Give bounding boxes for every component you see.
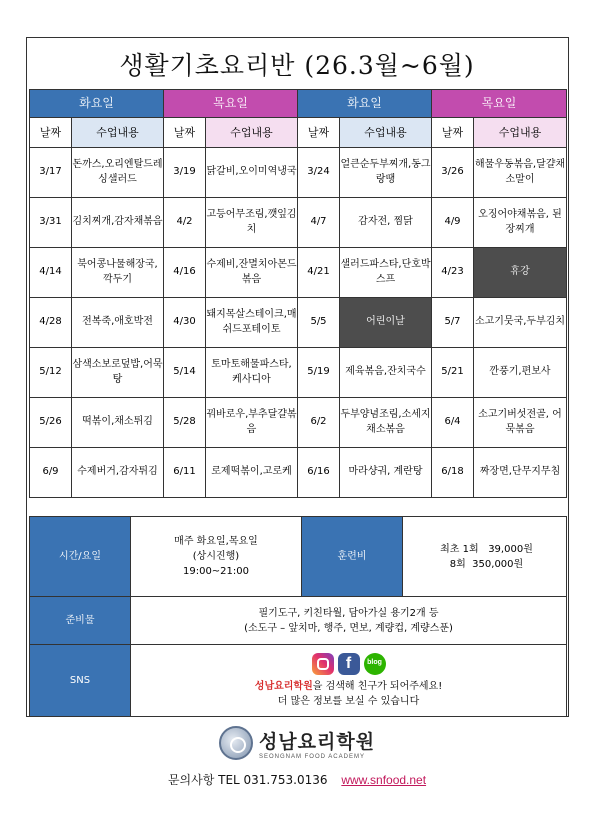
time-line-1: 매주 화요일,목요일 bbox=[174, 536, 258, 547]
class-content: 휴강 bbox=[474, 248, 567, 298]
table-row bbox=[30, 298, 567, 348]
class-content: 떡볶이,채소튀김 bbox=[72, 398, 164, 448]
class-content: 돼지목살스테이크,매쉬드포테이토 bbox=[206, 298, 298, 348]
time-label: 시간/요일 bbox=[30, 517, 131, 597]
class-content: 오징어야채볶음, 된장찌개 bbox=[474, 198, 567, 248]
content-header: 수업내용 bbox=[72, 118, 164, 148]
class-content: 돈까스,오리엔탈드레싱샐러드 bbox=[72, 148, 164, 198]
day-header-thu: 목요일 bbox=[164, 90, 298, 118]
prep-label: 준비물 bbox=[30, 597, 131, 645]
class-date: 3/24 bbox=[298, 148, 340, 198]
instagram-icon[interactable] bbox=[312, 653, 334, 675]
class-content: 소고기버섯전골, 어묵볶음 bbox=[474, 398, 567, 448]
class-content: 삼색소보로덮밥,어묵탕 bbox=[72, 348, 164, 398]
column-header-row bbox=[30, 118, 567, 148]
class-content: 꿔바로우,부추달걀볶음 bbox=[206, 398, 298, 448]
logo-name: 성남요리학원 bbox=[258, 730, 376, 753]
class-content: 수제버거,감자튀김 bbox=[72, 448, 164, 498]
class-content: 해물우동볶음,달걀채소말이 bbox=[474, 148, 567, 198]
blog-icon[interactable]: blog bbox=[364, 653, 386, 675]
table-row bbox=[30, 198, 567, 248]
class-content: 전복죽,애호박전 bbox=[72, 298, 164, 348]
class-date: 6/4 bbox=[432, 398, 474, 448]
date-header: 날짜 bbox=[432, 118, 474, 148]
sns-line-1 bbox=[131, 679, 566, 694]
schedule-table bbox=[29, 89, 567, 498]
table-row bbox=[30, 398, 567, 448]
class-date: 5/7 bbox=[432, 298, 474, 348]
day-header-thu: 목요일 bbox=[432, 90, 567, 118]
logo-subtitle: SEONGNAM FOOD ACADEMY bbox=[258, 753, 365, 760]
content-header: 수업내용 bbox=[206, 118, 298, 148]
class-content: 얼큰순두부찌개,동그랑땡 bbox=[340, 148, 432, 198]
fee-value bbox=[403, 517, 567, 597]
table-row bbox=[30, 248, 567, 298]
content-header: 수업내용 bbox=[340, 118, 432, 148]
class-content: 토마토해물파스타, 케사디아 bbox=[206, 348, 298, 398]
website-link[interactable]: www.snfood.net bbox=[341, 773, 427, 787]
sns-label: SNS bbox=[30, 645, 131, 717]
date-header: 날짜 bbox=[298, 118, 340, 148]
class-date: 4/28 bbox=[30, 298, 72, 348]
class-date: 5/28 bbox=[164, 398, 206, 448]
academy-emblem-icon bbox=[219, 726, 253, 760]
sns-line-1-rest: 을 검색해 친구가 되어주세요! bbox=[312, 680, 443, 692]
class-date: 4/30 bbox=[164, 298, 206, 348]
day-header-row bbox=[30, 90, 567, 118]
logo-text bbox=[259, 727, 375, 760]
class-content: 마라샹궈, 계란탕 bbox=[340, 448, 432, 498]
sns-icons bbox=[131, 653, 566, 675]
date-header: 날짜 bbox=[30, 118, 72, 148]
class-content: 닭갈비,오이미역냉국 bbox=[206, 148, 298, 198]
class-date: 4/9 bbox=[432, 198, 474, 248]
class-content: 북어콩나물해장국, 깍두기 bbox=[72, 248, 164, 298]
class-content: 제육볶음,잔치국수 bbox=[340, 348, 432, 398]
contact-line bbox=[0, 771, 594, 788]
time-value bbox=[131, 517, 302, 597]
content-header: 수업내용 bbox=[474, 118, 567, 148]
academy-name-highlight: 성남요리학원 bbox=[254, 680, 313, 692]
class-date: 4/16 bbox=[164, 248, 206, 298]
sns-value bbox=[131, 645, 567, 717]
class-date: 3/31 bbox=[30, 198, 72, 248]
table-row bbox=[30, 448, 567, 498]
class-date: 5/19 bbox=[298, 348, 340, 398]
page-title: 생활기초요리반 (26.3월~6월) bbox=[119, 51, 475, 80]
class-date: 5/21 bbox=[432, 348, 474, 398]
prep-line-1: 필기도구, 키친타월, 담아가실 용기2개 등 bbox=[258, 607, 439, 619]
class-date: 4/2 bbox=[164, 198, 206, 248]
class-content: 소고기뭇국,두부김치 bbox=[474, 298, 567, 348]
class-date: 3/26 bbox=[432, 148, 474, 198]
class-date: 4/7 bbox=[298, 198, 340, 248]
time-line-3: 19:00~21:00 bbox=[182, 566, 249, 577]
class-content: 어린이날 bbox=[340, 298, 432, 348]
class-date: 3/19 bbox=[164, 148, 206, 198]
fee-line-1: 최초 1회 39,000원 bbox=[440, 543, 533, 555]
class-date: 6/18 bbox=[432, 448, 474, 498]
day-header-tue: 화요일 bbox=[298, 90, 432, 118]
class-content: 샐러드파스타,단호박스프 bbox=[340, 248, 432, 298]
class-date: 6/9 bbox=[30, 448, 72, 498]
class-date: 6/11 bbox=[164, 448, 206, 498]
time-line-2: (상시진행) bbox=[192, 551, 240, 562]
class-content: 고등어무조림,깻잎김치 bbox=[206, 198, 298, 248]
prep-value bbox=[131, 597, 567, 645]
academy-logo bbox=[0, 726, 594, 760]
day-header-tue: 화요일 bbox=[30, 90, 164, 118]
fee-label: 훈련비 bbox=[302, 517, 403, 597]
class-content: 두부양념조림,소세지채소볶음 bbox=[340, 398, 432, 448]
class-date: 6/16 bbox=[298, 448, 340, 498]
class-date: 5/12 bbox=[30, 348, 72, 398]
table-row bbox=[30, 348, 567, 398]
info-table bbox=[29, 516, 567, 717]
facebook-icon[interactable]: f bbox=[338, 653, 360, 675]
fee-line-2: 8회 350,000원 bbox=[449, 558, 524, 570]
class-content: 깐풍기,편보사 bbox=[474, 348, 567, 398]
class-date: 3/17 bbox=[30, 148, 72, 198]
date-header: 날짜 bbox=[164, 118, 206, 148]
class-content: 로제떡볶이,고로케 bbox=[206, 448, 298, 498]
class-date: 5/26 bbox=[30, 398, 72, 448]
sns-line-2: 더 많은 정보를 보실 수 있습니다 bbox=[277, 695, 420, 707]
class-date: 4/14 bbox=[30, 248, 72, 298]
class-date: 5/5 bbox=[298, 298, 340, 348]
class-content: 수제비,잔멸치아몬드볶음 bbox=[206, 248, 298, 298]
class-date: 4/23 bbox=[432, 248, 474, 298]
table-row bbox=[30, 148, 567, 198]
class-content: 김치찌개,감자채볶음 bbox=[72, 198, 164, 248]
class-date: 6/2 bbox=[298, 398, 340, 448]
prep-line-2: (소도구 – 앞치마, 행주, 면보, 계량컵, 계량스푼) bbox=[244, 622, 453, 634]
contact-phone: 문의사항 TEL 031.753.0136 bbox=[167, 773, 328, 787]
class-date: 5/14 bbox=[164, 348, 206, 398]
class-content: 감자전, 찜닭 bbox=[340, 198, 432, 248]
class-date: 4/21 bbox=[298, 248, 340, 298]
class-content: 짜장면,단무지무침 bbox=[474, 448, 567, 498]
